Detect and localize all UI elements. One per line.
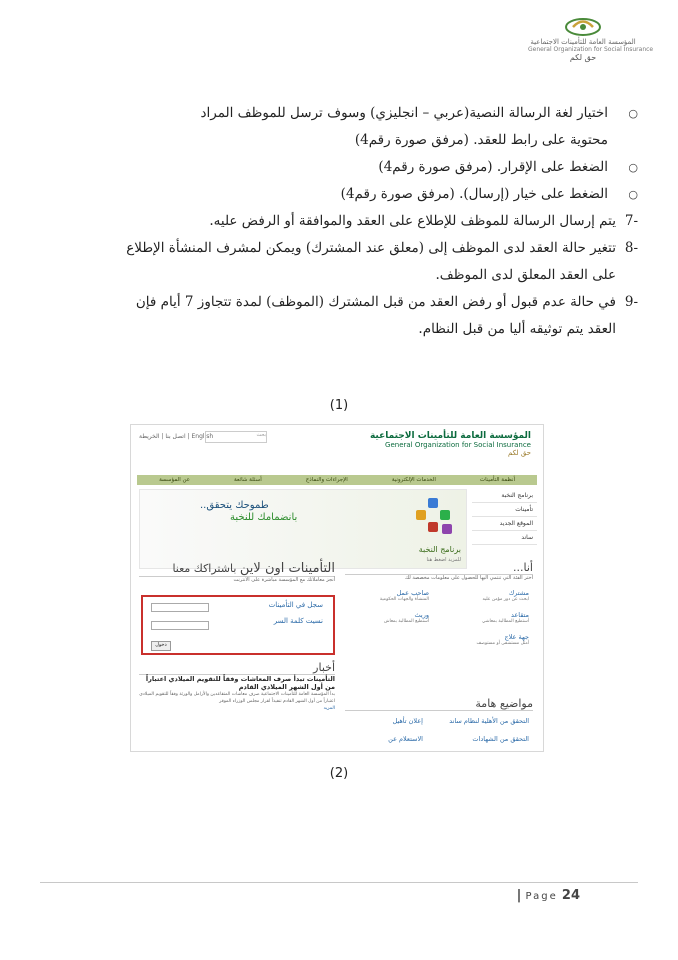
page-label: Page xyxy=(525,891,558,902)
sidebar-item[interactable]: ساند xyxy=(472,531,537,545)
bullet-text: الضغط على الإقرار. (مرفق صورة رقم4) xyxy=(378,159,608,175)
figure-caption-2: (2) xyxy=(329,766,349,781)
login-box xyxy=(141,595,335,655)
topics-section xyxy=(345,697,533,743)
bullet-circle-icon: ○ xyxy=(628,161,638,174)
online-tagline: باشتراكك معنا xyxy=(172,562,237,575)
sidebar-item[interactable]: الموقع الجديد xyxy=(472,517,537,531)
ana-item[interactable] xyxy=(482,589,529,602)
site-brand-en: General Organization for Social Insurance xyxy=(385,441,531,449)
banner-line1: طموحك يتحقق.. xyxy=(200,500,269,511)
item-number: -8 xyxy=(624,240,638,256)
nav-item[interactable]: أنظمة التأمينات xyxy=(479,477,515,483)
item-text: يتم إرسال الرسالة للموظف للإطلاع على العقد والموافقة أو الرفض عليه. xyxy=(209,213,616,229)
site-search-input[interactable]: بحث xyxy=(205,431,267,443)
ana-item-title: وريث xyxy=(414,611,429,619)
site-header xyxy=(131,425,543,471)
logo-slogan: حق لكم xyxy=(569,53,597,62)
item-text: في حالة عدم قبول أو رفض العقد من قبل المشترك (الموظف) لمدة تتجاوز 7 أيام فإن xyxy=(135,294,616,310)
topic-link[interactable]: التحقق من الأهلية لنظام ساند xyxy=(449,717,529,725)
bullet-circle-icon: ○ xyxy=(628,188,638,201)
logo-name-en: General Organization for Social Insurance xyxy=(528,46,654,53)
username-field[interactable] xyxy=(151,603,209,612)
item-7 xyxy=(78,208,638,235)
topic-link[interactable]: الاستعلام عن xyxy=(388,735,423,743)
ana-item-desc: أستطيع المطالبة بمعاش xyxy=(384,619,429,624)
site-brand-tag: حق لكم xyxy=(507,449,531,457)
topics-title: مواضيع هامة xyxy=(345,697,533,711)
site-nav xyxy=(137,475,537,485)
ana-subtitle: اختر الفئة التي تنتمي اليها للحصول على معلومات مخصصة لك xyxy=(405,575,533,581)
ana-item-desc: المنشأة والجهات الحكومية xyxy=(379,597,429,602)
website-screenshot xyxy=(130,424,544,752)
news-section xyxy=(139,661,335,712)
sidebar-item[interactable]: تأمينات xyxy=(472,503,537,517)
footer-divider xyxy=(40,882,638,883)
news-headline[interactable]: التأمينات تبدأ صرف المعاشات وفقاً للتقويم الميلادي اعتباراً من أول الشهر الميلادي القادم xyxy=(145,675,335,691)
online-section xyxy=(139,561,335,661)
ana-item-title: جهة علاج xyxy=(504,633,529,641)
ana-item[interactable] xyxy=(482,611,529,624)
topic-link[interactable]: إعلان تأهيل xyxy=(392,717,423,725)
bullet-language xyxy=(78,100,638,127)
sidebar-item[interactable]: برنامج النخبة xyxy=(472,489,537,503)
ana-item[interactable] xyxy=(476,633,529,646)
ana-item-desc: أستطيع المطالبة بمعاشي xyxy=(481,619,529,624)
ana-item-desc: ابحث عن دور مؤمن عليه xyxy=(482,597,529,602)
ana-item-title: متقاعد xyxy=(510,611,529,619)
register-link[interactable]: سجل في التأمينات xyxy=(268,601,323,609)
bullet-circle-icon: ○ xyxy=(628,107,638,120)
news-more-link[interactable]: المزيد xyxy=(323,706,335,711)
topic-link[interactable]: التحقق من الشهادات xyxy=(472,735,529,743)
news-title: أخبار xyxy=(139,661,335,675)
site-brand xyxy=(370,431,531,457)
banner-cubes-icon xyxy=(412,498,454,538)
nav-item[interactable]: أسئلة شائعة xyxy=(234,477,262,483)
item-number: -7 xyxy=(624,213,638,229)
site-banner[interactable] xyxy=(139,489,467,569)
forgot-password-link[interactable]: نسيت كلمة السر xyxy=(273,617,323,625)
nav-item[interactable]: الإجراءات والنماذج xyxy=(305,477,348,483)
logo-name-ar: المؤسسة العامة للتأمينات الاجتماعية xyxy=(530,38,636,46)
bullet-text: الضغط على خيار (إرسال). (مرفق صورة رقم4) xyxy=(340,186,608,202)
login-button[interactable]: دخول xyxy=(151,641,171,651)
item-8-continuation xyxy=(78,262,638,289)
banner-title: برنامج النخبة xyxy=(418,545,461,554)
ana-item-title: مشترك xyxy=(508,589,529,597)
ana-item-desc: أمثل مستشفى أو مستوصف xyxy=(476,641,529,646)
item-9-continuation xyxy=(78,316,638,343)
item-text: على العقد المعلق لدى الموظف. xyxy=(435,267,616,283)
item-text: العقد يتم توثيقه أليا من قبل النظام. xyxy=(418,321,616,337)
item-8 xyxy=(78,235,638,262)
figure-caption-1: (1) xyxy=(329,398,349,413)
news-body: بدأ المؤسسة العامة للتأمينات الاجتماعية صرف معاشات المتقاعدين والأرامل والورثة وفقاً للتقويم الميلادي اعتباراً من أول الشهر القادم تنفيذاً لقرار مجلس الوزراء الموقر xyxy=(139,692,335,704)
banner-line2: بانضمامك للنخبة xyxy=(230,512,298,523)
item-text: تتغير حالة العقد لدى الموظف إلى (معلق عند المشترك) ويمكن لمشرف المنشأة الإطلاع xyxy=(126,240,616,256)
gosi-emblem-icon xyxy=(563,14,603,36)
site-utility-links[interactable]: English | اتصل بنا | الخريطة xyxy=(139,433,214,440)
banner-link[interactable]: للمزيد اضغط هنا xyxy=(426,557,461,563)
ana-item[interactable] xyxy=(384,611,429,624)
nav-item[interactable]: عن المؤسسة xyxy=(159,477,190,483)
page-number xyxy=(517,888,580,903)
ana-item-title: صاحب عمل xyxy=(396,589,429,597)
bullet-send xyxy=(78,181,638,208)
bullet-text: محتوية على رابط للعقد. (مرفق صورة رقم4) xyxy=(354,132,608,148)
page-number-value: 24 xyxy=(561,888,580,903)
online-title xyxy=(139,561,335,577)
item-9 xyxy=(78,289,638,316)
bullet-acknowledge xyxy=(78,154,638,181)
ana-item[interactable] xyxy=(380,589,429,602)
bullet-text: اختيار لغة الرسالة النصية(عربي – انجليزي) وسوف ترسل للموظف المراد xyxy=(200,105,608,121)
password-field[interactable] xyxy=(151,621,209,630)
ana-title: أنا... xyxy=(345,561,533,575)
document-body xyxy=(78,100,638,343)
gosi-logo xyxy=(528,14,654,64)
page-separator: | xyxy=(516,888,522,903)
site-sidebar xyxy=(472,489,537,545)
site-brand-ar: المؤسسة العامة للتأمينات الاجتماعية xyxy=(369,431,531,441)
item-number: -9 xyxy=(624,294,638,310)
nav-item[interactable]: الخدمات الإلكترونية xyxy=(391,477,436,483)
online-title-text: التأمينات اون لاين xyxy=(239,561,335,576)
bullet-continuation xyxy=(78,127,638,154)
online-subtitle: أنجز معاملاتك مع المؤسسة مباشرة على الانترنت xyxy=(233,577,335,583)
ana-section xyxy=(345,561,533,646)
